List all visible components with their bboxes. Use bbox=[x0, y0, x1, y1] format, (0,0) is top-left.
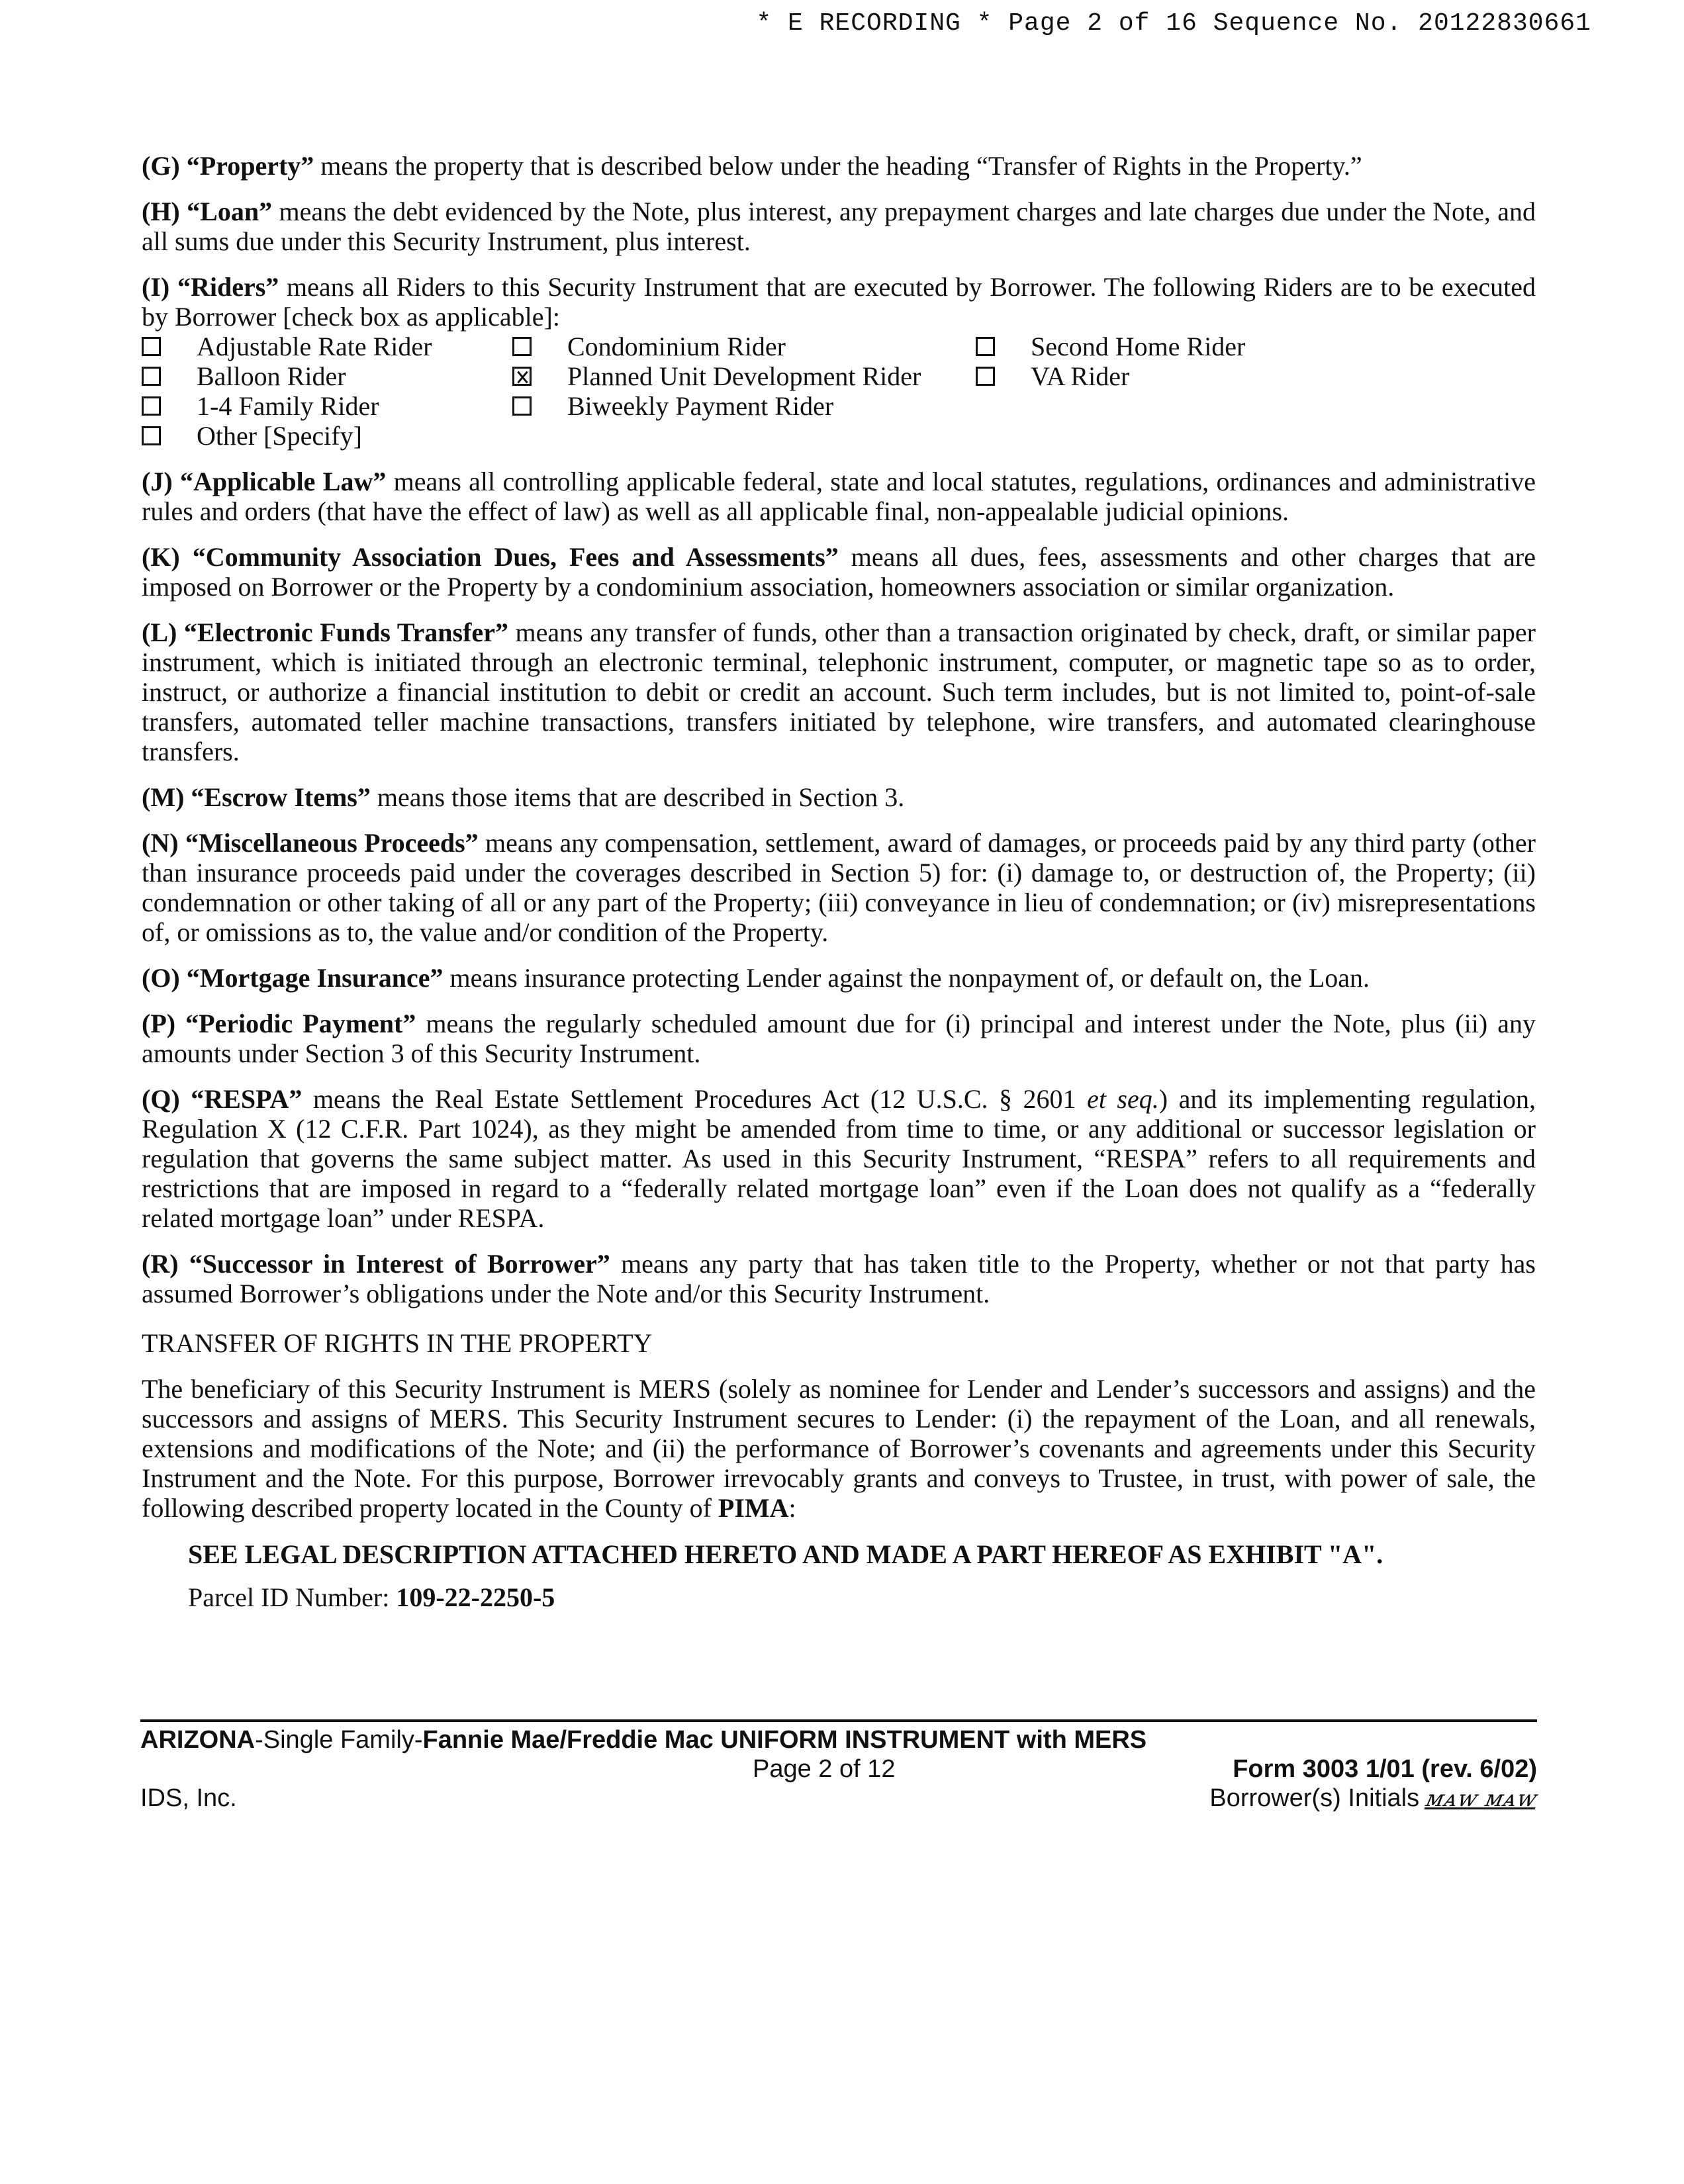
initials-signature: ᴍᴀᴡ ᴍᴀᴡ bbox=[1423, 1786, 1540, 1812]
rider-checkbox[interactable]: Other [Specify] bbox=[142, 421, 512, 451]
rider-checkbox[interactable]: Second Home Rider bbox=[976, 332, 1346, 361]
rider-checkbox[interactable]: Adjustable Rate Rider bbox=[142, 332, 512, 361]
rider-checkbox[interactable]: Planned Unit Development Rider bbox=[512, 361, 976, 391]
checkbox-icon[interactable] bbox=[142, 426, 161, 445]
legal-description-note: SEE LEGAL DESCRIPTION ATTACHED HERETO AND MADE A PART HEREOF AS EXHIBIT "A". bbox=[188, 1539, 1383, 1569]
borrower-initials: Borrower(s) Initials ᴍᴀᴡ ᴍᴀᴡ bbox=[1209, 1784, 1540, 1812]
checkbox-icon[interactable] bbox=[142, 337, 161, 356]
checkbox-icon[interactable] bbox=[976, 367, 995, 386]
rider-checkbox[interactable]: Condominium Rider bbox=[512, 332, 976, 361]
parcel-id: Parcel ID Number: 109-22-2250-5 bbox=[188, 1582, 555, 1612]
checkbox-icon[interactable] bbox=[976, 337, 995, 356]
definition-property: (G) “Property” means the property that is described below under the heading “Transfer of Rights in the Property.” bbox=[142, 151, 1362, 181]
definition-escrow-items: (M) “Escrow Items” means those items that are described in Section 3. bbox=[142, 782, 905, 812]
footer-form-title: ARIZONA-Single Family-Fannie Mae/Freddie Mac UNIFORM INSTRUMENT with MERS bbox=[140, 1726, 1147, 1754]
definition-periodic-payment: (P) “Periodic Payment” means the regularly scheduled amount due for (i) principal and interest under the Note, plus (ii) any amounts under Section 3 of this Security Instrument. bbox=[142, 1009, 1536, 1068]
definition-riders: (I) “Riders” means all Riders to this Security Instrument that are executed by Borrower. The following Riders are to be executed by Borrower [check box as applicable]: bbox=[142, 272, 1536, 332]
checkbox-icon[interactable] bbox=[512, 337, 532, 356]
definition-successor: (R) “Successor in Interest of Borrower” means any party that has taken title to the Property, whether or not that party has assumed Borrower’s obligations under the Note and/or this Security Instrument. bbox=[142, 1249, 1536, 1308]
footer-page-number: Page 2 of 12 bbox=[753, 1755, 896, 1783]
definition-community-dues: (K) “Community Association Dues, Fees and Assessments” means all dues, fees, assessments and other charges that are imposed on Borrower or the Property by a condominium association, homeowners association or similar organization. bbox=[142, 542, 1536, 602]
checkbox-icon[interactable] bbox=[142, 396, 161, 416]
rider-checkbox[interactable]: VA Rider bbox=[976, 361, 1346, 391]
definition-misc-proceeds: (N) “Miscellaneous Proceeds” means any compensation, settlement, award of damages, or proceeds paid by any third party (other than insurance proceeds paid under the coverages described in Section 5) for: (i) damage to, or destruction of, the Property; (ii) condemnation or other taking of all or any part of the Property; (iii) conveyance in lieu of condemnation; or (iv) misrepresentations of, or omissions as to, the value and/or condition of the Property. bbox=[142, 828, 1536, 947]
checkbox-icon[interactable] bbox=[142, 367, 161, 386]
rider-checkbox[interactable]: 1-4 Family Rider bbox=[142, 391, 512, 421]
footer-divider bbox=[140, 1719, 1537, 1722]
recording-header: * E RECORDING * Page 2 of 16 Sequence No. 20122830661 bbox=[756, 9, 1591, 38]
transfer-heading: TRANSFER OF RIGHTS IN THE PROPERTY bbox=[142, 1328, 653, 1358]
definition-applicable-law: (J) “Applicable Law” means all controlling applicable federal, state and local statutes, regulations, ordinances and administrative rules and orders (that have the effect of law) as well as all applicable final, non-appealable judicial opinions. bbox=[142, 467, 1536, 526]
definition-mortgage-insurance: (O) “Mortgage Insurance” means insurance protecting Lender against the nonpayment of, or default on, the Loan. bbox=[142, 963, 1370, 993]
footer-company: IDS, Inc. bbox=[140, 1784, 237, 1812]
definition-respa: (Q) “RESPA” means the Real Estate Settlement Procedures Act (12 U.S.C. § 2601 et seq.) and its implementing regulation, Regulation X (12 C.F.R. Part 1024), as they might be amended from time to time, or any additional or successor legislation or regulation that governs the same subject matter. As used in this Security Instrument, “RESPA” refers to all requirements and restrictions that are imposed in regard to a “federally related mortgage loan” even if the Loan does not qualify as a “federally related mortgage loan” under RESPA. bbox=[142, 1084, 1536, 1233]
rider-checkbox[interactable]: Balloon Rider bbox=[142, 361, 512, 391]
document-body bbox=[142, 151, 1536, 1613]
form-footer bbox=[140, 1719, 1540, 1813]
transfer-paragraph: The beneficiary of this Security Instrument is MERS (solely as nominee for Lender and Lender’s successors and assigns) and the successors and assigns of MERS. This Security Instrument secures to Lender: (i) the repayment of the Loan, and all renewals, extensions and modifications of the Note; and (ii) the performance of Borrower’s covenants and agreements under this Security Instrument and the Note. For this purpose, Borrower irrevocably grants and conveys to Trustee, in trust, with power of sale, the following described property located in the County of PIMA: bbox=[142, 1374, 1536, 1523]
checked-checkbox-icon[interactable] bbox=[512, 367, 532, 386]
rider-checkbox[interactable]: Biweekly Payment Rider bbox=[512, 391, 976, 421]
definition-loan: (H) “Loan” means the debt evidenced by the Note, plus interest, any prepayment charges and late charges due under the Note, and all sums due under this Security Instrument, plus interest. bbox=[142, 197, 1536, 256]
checkbox-icon[interactable] bbox=[512, 396, 532, 416]
footer-form-number: Form 3003 1/01 (rev. 6/02) bbox=[1233, 1755, 1537, 1783]
riders-checklist bbox=[142, 332, 1536, 451]
definition-electronic-funds: (L) “Electronic Funds Transfer” means any transfer of funds, other than a transaction originated by check, draft, or similar paper instrument, which is initiated through an electronic terminal, telephonic instrument, computer, or magnetic tape so as to order, instruct, or authorize a financial institution to debit or credit an account. Such term includes, but is not limited to, point-of-sale transfers, automated teller machine transactions, transfers initiated by telephone, wire transfers, and automated clearinghouse transfers. bbox=[142, 617, 1536, 766]
